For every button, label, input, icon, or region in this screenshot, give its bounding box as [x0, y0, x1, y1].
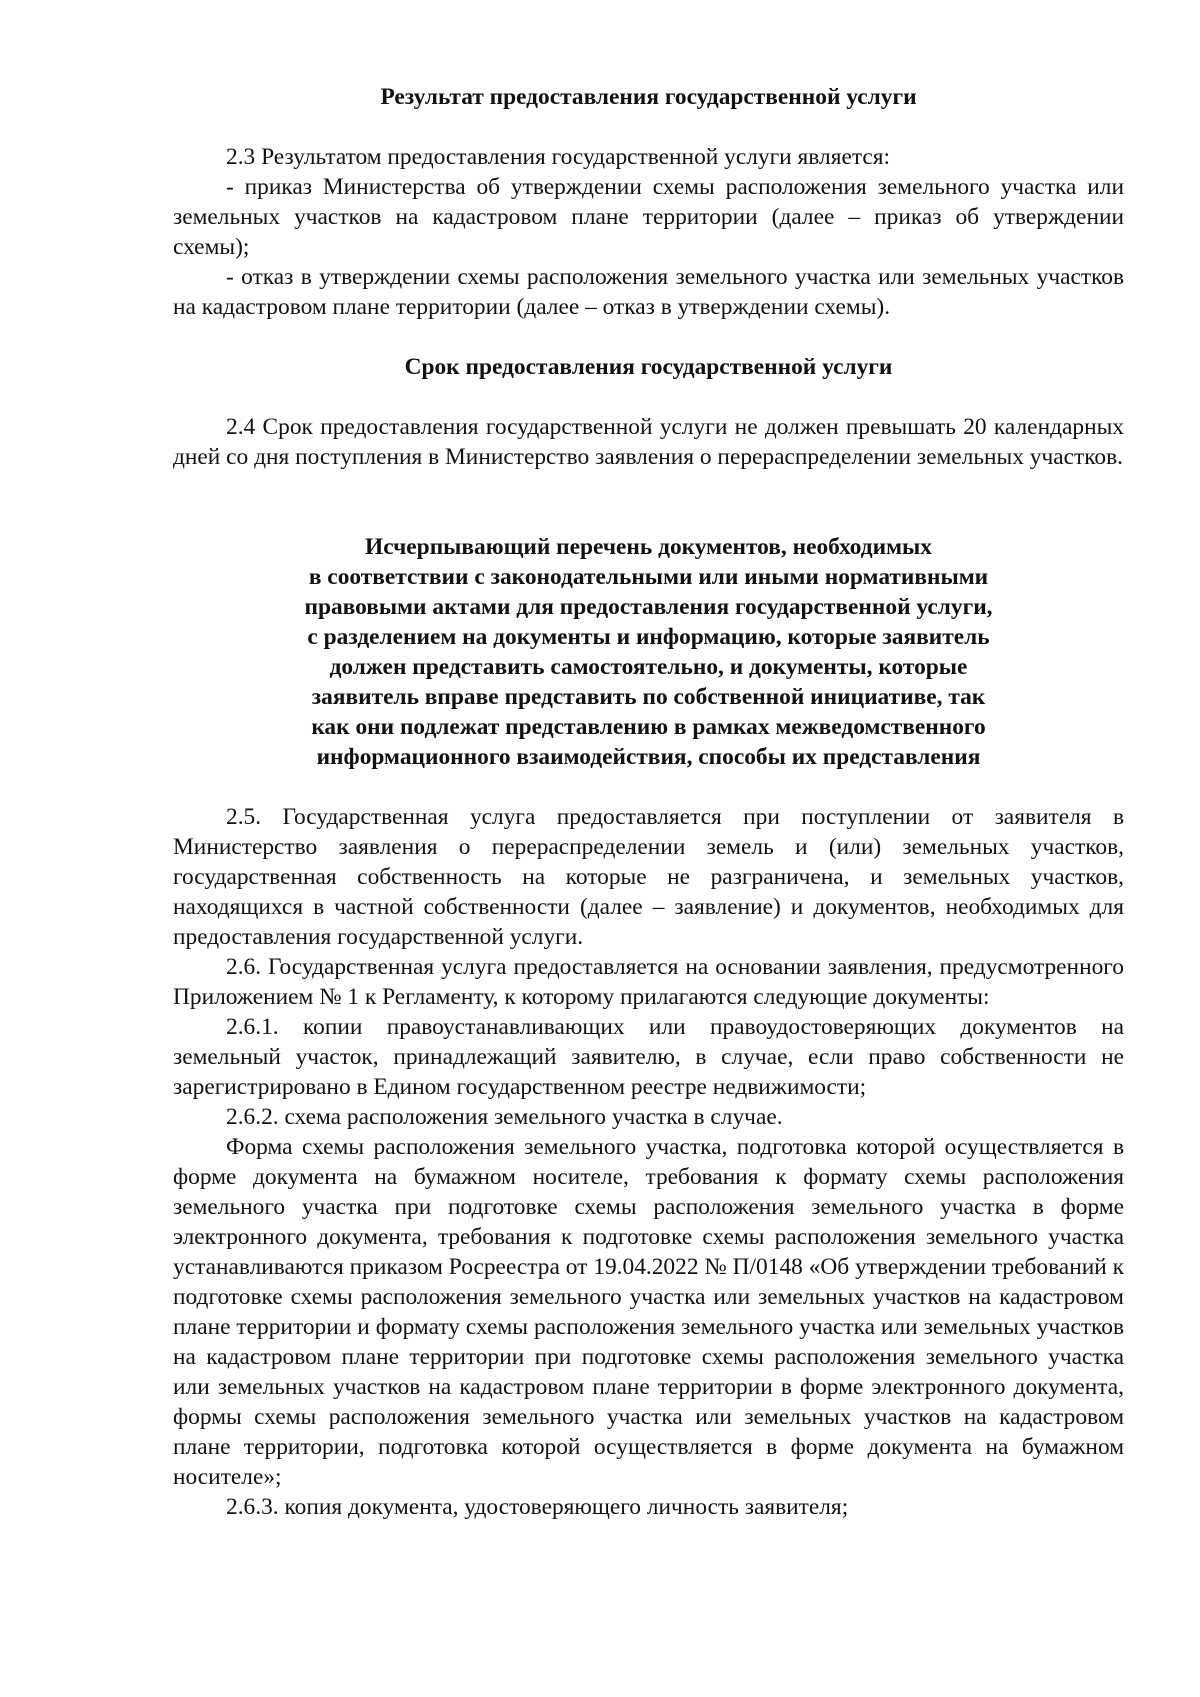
heading-line: должен представить самостоятельно, и документы, которые [329, 654, 968, 680]
section-heading-result: Результат предоставления государственной услуги [380, 84, 917, 110]
spacer [173, 772, 1124, 802]
paragraph-2-6: 2.6. Государственная услуга предоставляется на основании заявления, предусмотренного Приложением № 1 к Регламенту, к которому прилагаются следующие документы: [173, 954, 1124, 1010]
paragraph-2-5: 2.5. Государственная услуга предоставляется при поступлении от заявителя в Министерство заявления о перераспределении земель и (или) земельных участков, государственная собственность на которые не разграничена, и земельных участков, находящихся в частной собственности (далее – заявление) и документов, необходимых для предоставления государственной услуги. [173, 804, 1124, 950]
heading-line: Исчерпывающий перечень документов, необходимых [365, 534, 932, 560]
heading-line: заявитель вправе представить по собственной инициативе, так [311, 684, 986, 710]
heading-line: как они подлежат представлению в рамках межведомственного [311, 714, 986, 740]
heading-line: информационного взаимодействия, способы их представления [316, 744, 981, 770]
paragraph-2-6-1: 2.6.1. копии правоустанавливающих или правоудостоверяющих документов на земельный участок, принадлежащий заявителю, в случае, если право собственности не зарегистрировано в Едином государственном реестре недвижимости; [173, 1014, 1124, 1100]
spacer [173, 322, 1124, 352]
spacer [173, 472, 1124, 532]
heading-line: с разделением на документы и информацию, которые заявитель [307, 624, 990, 650]
paragraph-2-4: 2.4 Срок предоставления государственной услуги не должен превышать 20 календарных дней со дня поступления в Министерство заявления о перераспределении земельных участков. [173, 414, 1124, 470]
section-heading-documents [249, 532, 1049, 772]
document-page [173, 82, 1124, 1522]
spacer [173, 382, 1124, 412]
paragraph-result-order: - приказ Министерства об утверждении схемы расположения земельного участка или земельных участков на кадастровом плане территории (далее – приказ об утверждении схемы); [173, 174, 1124, 260]
paragraph-2-6-3: 2.6.3. копия документа, удостоверяющего личность заявителя; [226, 1494, 849, 1520]
section-heading-term: Срок предоставления государственной услуги [404, 354, 893, 380]
spacer [173, 112, 1124, 142]
paragraph-scheme-form: Форма схемы расположения земельного участка, подготовка которой осуществляется в форме документа на бумажном носителе, требования к формату схемы расположения земельного участка при подготовке схемы расположения земельного участка в форме электронного документа, требования к подготовке схемы расположения земельного участка устанавливаются приказом Росреестра от 19.04.2022 № П/0148 «Об утверждении требований к подготовке схемы расположения земельного участка или земельных участков на кадастровом плане территории и формату схемы расположения земельного участка или земельных участков на кадастровом плане территории при подготовке схемы расположения земельного участка или земельных участков на кадастровом плане территории в форме электронного документа, формы схемы расположения земельного участка или земельных участков на кадастровом плане территории, подготовка которой осуществляется в форме документа на бумажном носителе»; [173, 1134, 1124, 1490]
heading-line: правовыми актами для предоставления государственной услуги, [304, 594, 993, 620]
paragraph-2-6-2: 2.6.2. схема расположения земельного участка в случае. [226, 1104, 783, 1130]
paragraph-2-3: 2.3 Результатом предоставления государственной услуги является: [226, 144, 890, 170]
paragraph-result-refusal: - отказ в утверждении схемы расположения земельного участка или земельных участков на кадастровом плане территории (далее – отказ в утверждении схемы). [173, 264, 1124, 320]
heading-line: в соответствии с законодательными или иными нормативными [308, 564, 989, 590]
